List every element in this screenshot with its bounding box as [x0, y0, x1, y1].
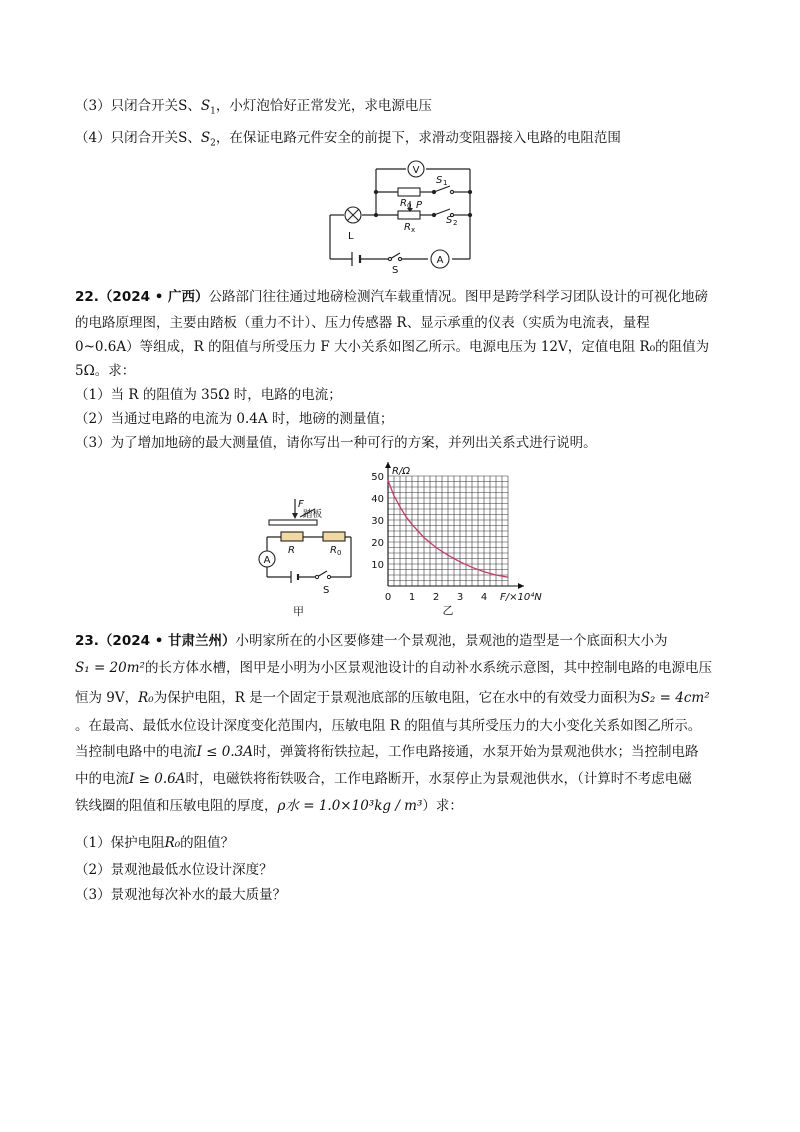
s1-label: S — [436, 175, 443, 186]
svg-text:x: x — [411, 226, 416, 234]
y-axis-label: R/Ω — [392, 466, 410, 477]
q23-part2: （2）景观池最低水位设计深度？ — [75, 862, 273, 878]
question-number: 23. — [75, 633, 99, 649]
switch-s-label: S — [323, 585, 330, 596]
q22-line4: 5Ω。求： — [75, 363, 136, 379]
force-f-label: F — [298, 499, 304, 510]
ammeter-label: A — [436, 255, 444, 266]
q22-line1: 22.（2024 • 广西）公路部门往往通过地磅检测汽车载重情况。图甲是跨学科学习团队设计的可视化地磅 — [75, 289, 709, 305]
q21-part3: （3）只闭合开关S、$S_1$，小灯泡恰好正常发光，求电源电压 — [75, 98, 432, 117]
s2-label: S — [446, 215, 453, 226]
r0-label: R — [330, 545, 337, 556]
x-tick-label: 4 — [480, 592, 488, 603]
q22-chart-yi — [366, 460, 546, 628]
q23-line7: 铁线圈的阻值和压敏电阻的厚度，ρ水 = 1.0×10³kg / m³）求： — [75, 798, 463, 814]
y-tick-label: 50 — [371, 472, 384, 483]
figure-caption-jia: 甲 — [293, 605, 304, 618]
question-number: 22. — [75, 289, 99, 305]
slider-p-label: P — [416, 200, 423, 211]
q22-part2: （2）当通过电路的电流为 0.4A 时，地磅的测量值； — [75, 411, 394, 427]
svg-text:1: 1 — [443, 179, 448, 187]
y-tick-label: 40 — [371, 494, 384, 505]
q23-line5: 当控制电路中的电流I ≤ 0.3A时，弹簧将衔铁拉起，工作电路接通，水泵开始为景观池供水；当控制电路 — [75, 744, 699, 760]
y-tick-label: 20 — [371, 538, 384, 549]
pedal-label: 踏板 — [303, 509, 323, 520]
voltmeter-label: V — [412, 165, 420, 176]
rheostat-icon — [398, 211, 420, 219]
y-tick-label: 30 — [371, 516, 384, 527]
q22-line3: 0~0.6A）等组成，R 的阻值与所受压力 F 大小关系如图乙所示。电源电压为 12V，定值电阻 R₀的阻值为 — [75, 339, 710, 355]
x-axis-arrow — [518, 583, 524, 589]
y-tick-label: 10 — [371, 560, 384, 571]
x-axis-label: F/×10⁴N — [500, 592, 542, 603]
y-axis-arrow — [385, 462, 391, 468]
x-tick-label: 2 — [432, 592, 440, 603]
q23-line3: 恒为 9V，R₀为保护电阻，R 是一个固定于景观池底部的压敏电阻，它在水中的有效受力面积为S₂ = 4cm² — [75, 690, 710, 706]
x-tick-label: 0 — [384, 592, 392, 603]
resistor-r0-icon — [323, 532, 345, 541]
q23-part3: （3）景观池每次补水的最大质量？ — [75, 887, 287, 903]
q23-line4: 。在最高、最低水位设计深度变化范围内，压敏电阻 R 的阻值与其所受压力的大小变化关系如图乙所示。 — [75, 718, 702, 734]
pedal-board-icon — [269, 520, 317, 525]
q23-line1: 23.（2024 • 甘肃兰州）小明家所在的小区要修建一个景观池，景观池的造型是一个底面积大小为 — [75, 633, 668, 649]
svg-text:2: 2 — [453, 219, 458, 227]
q22-line2: 的电路原理图，主要由踏板（重力不计）、压力传感器 R、显示承重的仪表（实质为电流表，量程 — [75, 315, 650, 331]
svg-text:0: 0 — [337, 549, 342, 557]
q21-circuit-diagram — [320, 155, 480, 277]
x-tick-label: 3 — [456, 592, 464, 603]
x-tick-label: 1 — [408, 592, 416, 603]
q21-part4: （4）只闭合开关S、$S_2$，在保证电路元件安全的前提下，求滑动变阻器接入电路的电阻范围 — [75, 130, 621, 149]
svg-text:0: 0 — [407, 202, 412, 210]
q23-line2: S₁ = 20m²的长方体水槽，图甲是小明为小区景观池设计的自动补水系统示意图，其中控制电路的电源电压 — [75, 660, 712, 676]
r0-label: R — [400, 198, 407, 209]
q22-circuit-jia — [255, 495, 365, 620]
ammeter-label: A — [263, 555, 271, 566]
q22-part1: （1）当 R 的阻值为 35Ω 时，电路的电流； — [75, 387, 342, 403]
lamp-label: L — [348, 231, 354, 242]
sensor-r-icon — [281, 532, 303, 541]
q22-part3: （3）为了增加地磅的最大测量值，请你写出一种可行的方案，并列出关系式进行说明。 — [75, 435, 597, 451]
switch-s-label: S — [392, 265, 399, 276]
resistor-r0-icon — [398, 188, 420, 196]
figure-caption-yi: 乙 — [442, 604, 454, 617]
q23-line6: 中的电流I ≥ 0.6A时，电磁铁将衔铁吸合，工作电路断开，水泵停止为景观池供水，（计算时不考虑电磁 — [75, 771, 692, 787]
r-label: R — [288, 545, 295, 556]
rx-label: R — [404, 222, 411, 233]
question-source: （2024 • 广西） — [98, 289, 209, 305]
q23-part1: （1）保护电阻R₀的阻值？ — [75, 835, 235, 851]
question-source: （2024 • 甘肃兰州） — [98, 633, 236, 649]
